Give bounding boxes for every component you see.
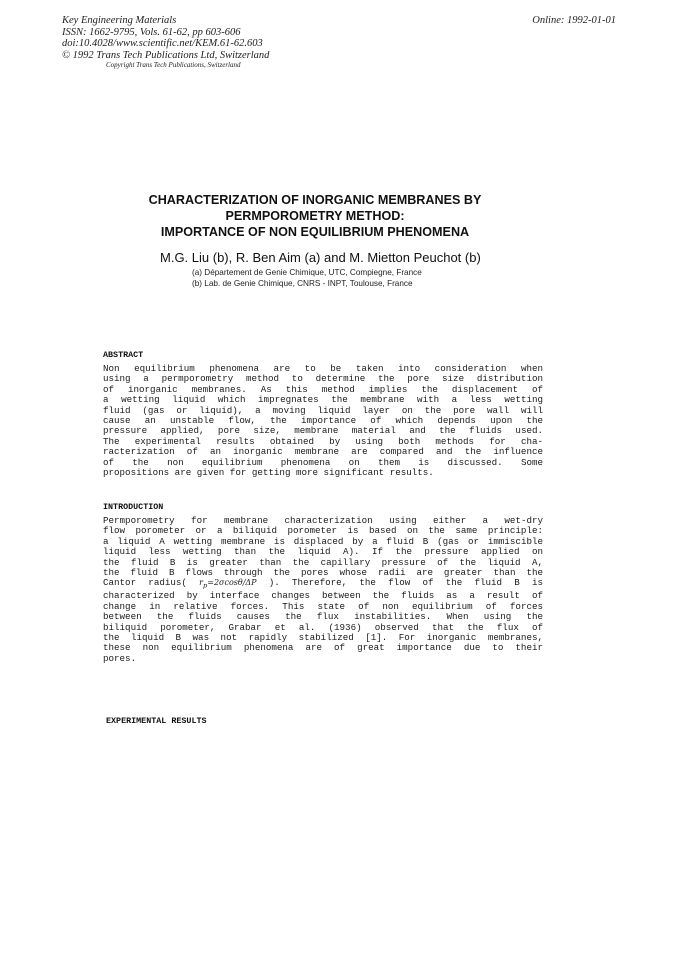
introduction-line: flow porometer or a biliquid porometer is based on the same principle:	[103, 525, 543, 537]
copyright-line: © 1992 Trans Tech Publications Ltd, Switzerland	[62, 49, 270, 61]
formula-rest: =2σcosθ/ΔP	[207, 578, 257, 588]
doi-line: doi:10.4028/www.scientific.net/KEM.61-62.603	[62, 38, 263, 49]
abstract-line: fluid (gas or liquid), a moving liquid layer on the pore wall will	[103, 404, 543, 416]
abstract-line: of the non equilibrium phenomena on them is discussed. Some	[103, 456, 543, 468]
issn-line: ISSN: 1662-9795, Vols. 61-62, pp 603-606	[62, 26, 241, 38]
abstract-line: racterization of an inorganic membrane are compared and the influence	[103, 446, 543, 458]
introduction-line: the liquid B was not rapidly stabilized [1]. For inorganic membranes,	[103, 632, 543, 644]
introduction-line: these non equilibrium phenomena are of great importance due to their	[103, 642, 543, 654]
abstract-line: of inorganic membranes. As this method implies the displacement of	[103, 383, 543, 395]
affiliation-b: (b) Lab. de Genie Chimique, CNRS - INPT, Toulouse, France	[192, 279, 413, 288]
introduction-line: biliquid porometer, Grabar et al. (1936) observed that the flux of	[103, 621, 543, 633]
introduction-body	[103, 516, 543, 664]
introduction-line: a liquid A wetting membrane is displaced by a fluid B (gas or immiscible	[103, 535, 543, 547]
abstract-line: using a permporometry method to determine the pore size distribution	[103, 373, 543, 385]
abstract-line: a wetting liquid which impregnates the membrane with a less wetting	[103, 394, 543, 406]
abstract-heading: ABSTRACT	[103, 350, 144, 360]
introduction-line: characterized by interface changes between the fluids as a result of	[103, 590, 543, 602]
title-line: IMPORTANCE OF NON EQUILIBRIUM PHENOMENA	[160, 225, 470, 239]
formula-subscript: p	[202, 582, 208, 591]
abstract-line: The experimental results obtained by using both methods for cha-	[103, 435, 543, 447]
publication-header	[62, 15, 269, 70]
introduction-line: Permporometry for membrane characterization using either a wet-dry	[103, 515, 543, 526]
introduction-line: change in relative forces. This state of non equilibrium of forces	[103, 600, 543, 612]
author-list: M.G. Liu (b), R. Ben Aim (a) and M. Mietton Peuchot (b)	[160, 250, 481, 265]
cantor-suffix: ). Therefore, the flow of the fluid B is	[268, 577, 544, 589]
formula-r: r	[199, 578, 203, 588]
abstract-line: cause an unstable flow, the importance of which depends upon the	[103, 415, 543, 427]
introduction-line: pores.	[103, 652, 137, 664]
introduction-heading: INTRODUCTION	[103, 502, 164, 512]
introduction-line: the fluid B is greater than the capillary pressure of the liquid A,	[103, 556, 543, 568]
title-line: PERMPOROMETRY METHOD:	[225, 209, 405, 223]
cantor-formula	[199, 578, 257, 591]
paper-title	[120, 192, 510, 240]
introduction-line: liquid less wetting than the liquid A). If the pressure applied on	[103, 546, 543, 558]
cantor-prefix: Cantor radius(	[103, 577, 187, 589]
introduction-line: between the fluids causes the flux instabilities. When using the	[103, 611, 543, 623]
online-date: Online: 1992-01-01	[532, 15, 616, 26]
affiliation-a: (a) Département de Genie Chimique, UTC, Compiegne, France	[192, 268, 422, 277]
abstract-line: pressure applied, pore size, membrane material and the fluids used.	[103, 425, 543, 437]
journal-name: Key Engineering Materials	[62, 15, 177, 26]
abstract-line: propositions are given for getting more significant results.	[103, 467, 434, 479]
experimental-results-heading: EXPERIMENTAL RESULTS	[106, 716, 207, 726]
abstract-body	[103, 364, 543, 478]
copyright-small-line: Copyright Trans Tech Publications, Switzerland	[106, 61, 241, 69]
title-line: CHARACTERIZATION OF INORGANIC MEMBRANES BY	[148, 193, 482, 207]
introduction-line: the fluid B flows through the pores whose radii are greater than the	[103, 567, 543, 579]
abstract-line: Non equilibrium phenomena are to be taken into consideration when	[103, 363, 543, 374]
